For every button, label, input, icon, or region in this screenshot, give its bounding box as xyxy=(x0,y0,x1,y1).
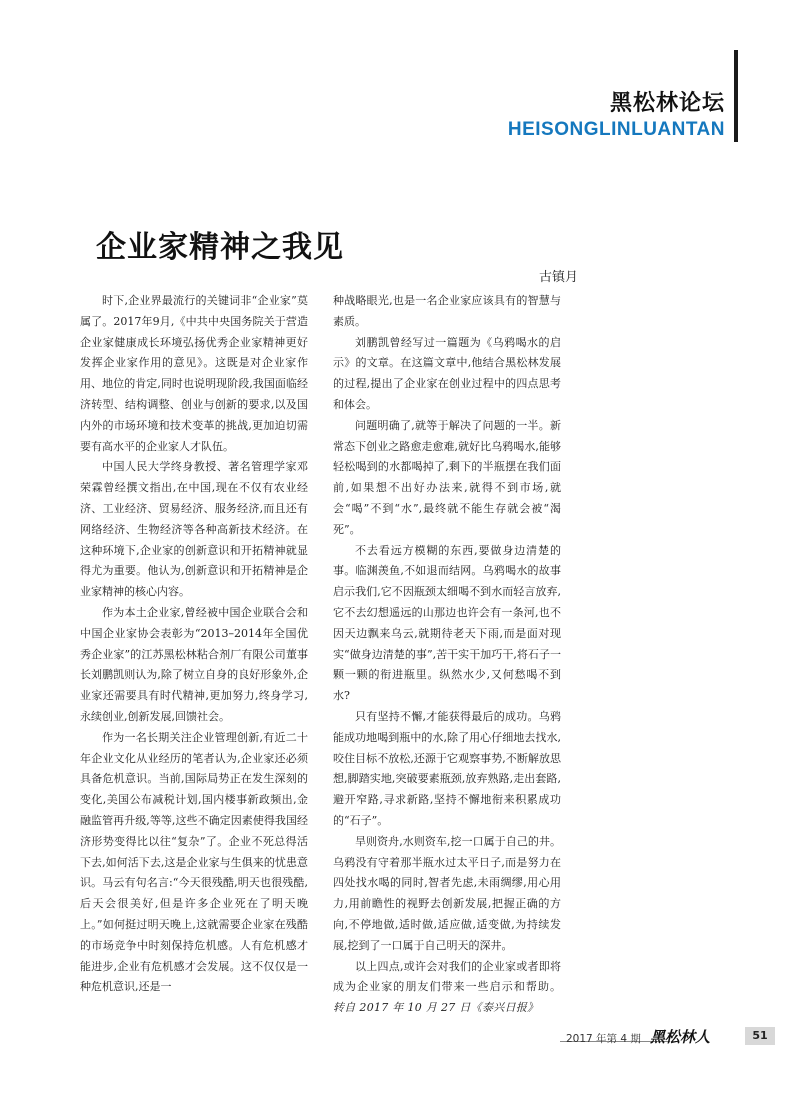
paragraph: 刘鹏凯曾经写过一篇题为《乌鸦喝水的启示》的文章。在这篇文章中,他结合黑松林发展的过程,提出了企业家在创业过程中的四点思考和体会。 xyxy=(333,335,561,411)
paragraph: 中国人民大学终身教授、著名管理学家邓荣霖曾经撰文指出,在中国,现在不仅有农业经济、工业经济、贸易经济、服务经济,而且还有网络经济、生物经济等各种高新技术经济。在这种环境下,企业家的创新意识和开拓精神就显得尤为重要。他认为,创新意识和开拓精神是企业家精神的核心内容。 xyxy=(80,460,308,599)
column-pinyin: HEISONGLINLUANTAN xyxy=(507,119,725,140)
paragraph: 只有坚持不懈,才能获得最后的成功。乌鸦能成功地喝到瓶中的水,除了用心仔细地去找水,咬住目标不放松,还源于它观察事势,不断解放思想,脚踏实地,突破要素瓶颈,放弃熟路,走出套路,避开窄路,寻求新路,坚持不懈地衔来积累成功的“石子”。 xyxy=(333,709,561,827)
closing-text: 以上四点,或许会对我们的企业家或者即将成为企业家的朋友们带来一些启示和帮助。 xyxy=(333,959,561,994)
paragraph: 问题明确了,就等于解决了问题的一半。新常态下创业之路愈走愈难,就好比乌鸦喝水,能够轻松喝到的水都喝掉了,剩下的半瓶摆在我们面前,如果想不出好办法来,就得不到市场,就会“喝”不到“水”,最终就不能生存就会被“渴死”。 xyxy=(333,418,561,536)
paragraph: 不去看远方模糊的东西,要做身边清楚的事。临渊羡鱼,不如退而结网。乌鸦喝水的故事启示我们,它不因瓶颈太细喝不到水而轻言放弃,它不去幻想遥远的山那边也许会有一条河,也不因天边飘来乌云,就期待老天下雨,而是面对现实“做身边清楚的事”,苦干实干加巧干,将石子一颗一颗的衔进瓶里。纵然水少,又何愁喝不到水? xyxy=(333,543,561,703)
paragraph-closing xyxy=(333,957,561,1019)
paragraph: 作为一名长期关注企业管理创新,有近二十年企业文化从业经历的笔者认为,企业家还必须具备危机意识。当前,国际局势正在发生深刻的变化,美国公布减税计划,国内楼事新政频出,金融监管再升级,等等,这些不确定因素使得我国经济形势变得比以往“复杂”了。企业不死总得活下去,如何活下去,这是企业家与生俱来的忧患意识。马云有句名言:“今天很残酷,明天也很残酷,后天会很美好,但是许多企业死在了明天晚上。”如何挺过明天晚上,这就需要企业家在残酷的市场竞争中时刻保持危机感。人有危机感才能进步,企业有危机感才会发展。这不仅仅是一种危机意识,还是一 xyxy=(80,730,308,994)
issue-label: 2017 年第 4 期 xyxy=(566,1033,641,1045)
page-number: 51 xyxy=(745,1027,775,1045)
magazine-logo: 黑松林人 xyxy=(650,1028,711,1046)
paragraph: 作为本土企业家,曾经被中国企业联合会和中国企业家协会表彰为“2013–2014年全国优秀企业家”的江苏黑松林粘合剂厂有限公司董事长刘鹏凯则认为,除了树立自身的良好形象外,企业家还需要具有时代精神,更加努力,终身学习,永续创业,创新发展,回馈社会。 xyxy=(80,605,308,723)
source-note: 转自 2017 年 10 月 27 日《泰兴日报》 xyxy=(333,1001,539,1015)
article-column-right xyxy=(333,291,561,1019)
column-name: 黑松林论坛 xyxy=(609,91,725,116)
paragraph: 旱则资舟,水则资车,挖一口属于自己的井。乌鸦没有守着那半瓶水过太平日子,而是努力在四处找水喝的同时,智者先虑,未雨绸缪,用心用力,用前瞻性的视野去创新发展,把握正确的方向,不停地做,适时做,适应做,适变做,为持续发展,挖到了一口属于自己明天的深井。 xyxy=(333,834,561,952)
article-author: 古镇月 xyxy=(538,270,578,285)
article-column-left xyxy=(80,291,308,998)
paragraph-continuation: 种战略眼光,也是一名企业家应该具有的智慧与素质。 xyxy=(333,294,561,328)
header-divider-bar xyxy=(734,50,738,142)
article-title: 企业家精神之我见 xyxy=(96,230,344,265)
paragraph: 时下,企业界最流行的关键词非“企业家”莫属了。2017年9月,《中共中央国务院关于营造企业家健康成长环境弘扬优秀企业家精神更好发挥企业家作用的意见》。这既是对企业家作用、地位的肯定,同时也说明现阶段,我国面临经济转型、结构调整、创业与创新的要求,以及国内外的市场环境和技术变革的挑战,更加迫切需要有高水平的企业家人才队伍。 xyxy=(80,294,308,453)
